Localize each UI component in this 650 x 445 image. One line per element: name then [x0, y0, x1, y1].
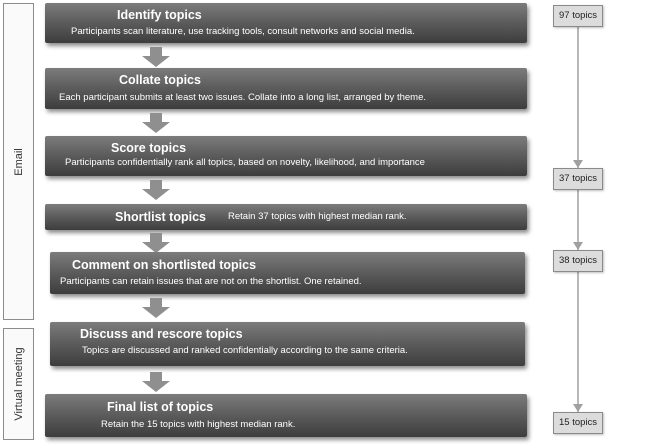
step-description: Each participant submits at least two issues. Collate into a long list, arranged by theme.	[59, 92, 426, 103]
step-title: Collate topics	[119, 73, 201, 87]
timeline-arrowhead-icon	[573, 404, 583, 412]
step-description: Retain 37 topics with highest median rank.	[228, 211, 407, 222]
step-description: Participants confidentially rank all topics, based on novelty, likelihood, and importance	[65, 157, 425, 168]
step-title: Shortlist topics	[115, 210, 206, 224]
phase-email-label: Email	[12, 147, 25, 176]
timeline-arrowhead-icon	[573, 242, 583, 250]
step-description: Participants scan literature, use tracking tools, consult networks and social media.	[71, 26, 415, 37]
step-title: Score topics	[111, 141, 187, 155]
topic-count-badge: 15 topics	[553, 412, 603, 434]
step-title: Identify topics	[117, 8, 202, 22]
step-title: Discuss and rescore topics	[80, 327, 243, 341]
timeline-arrowhead-icon	[573, 160, 583, 168]
step-title: Final list of topics	[107, 400, 214, 414]
phase-virtual-label: Virtual meeting	[12, 347, 25, 421]
topic-count-badge: 38 topics	[553, 250, 603, 272]
step-title: Comment on shortlisted topics	[72, 258, 257, 272]
topic-count-badge: 37 topics	[553, 168, 603, 190]
step-description: Retain the 15 topics with highest median rank.	[101, 419, 296, 430]
topic-count-badge: 97 topics	[553, 5, 603, 27]
step-description: Topics are discussed and ranked confidentially according to the same criteria.	[82, 345, 408, 356]
step-description: Participants can retain issues that are not on the shortlist. One retained.	[60, 276, 362, 287]
